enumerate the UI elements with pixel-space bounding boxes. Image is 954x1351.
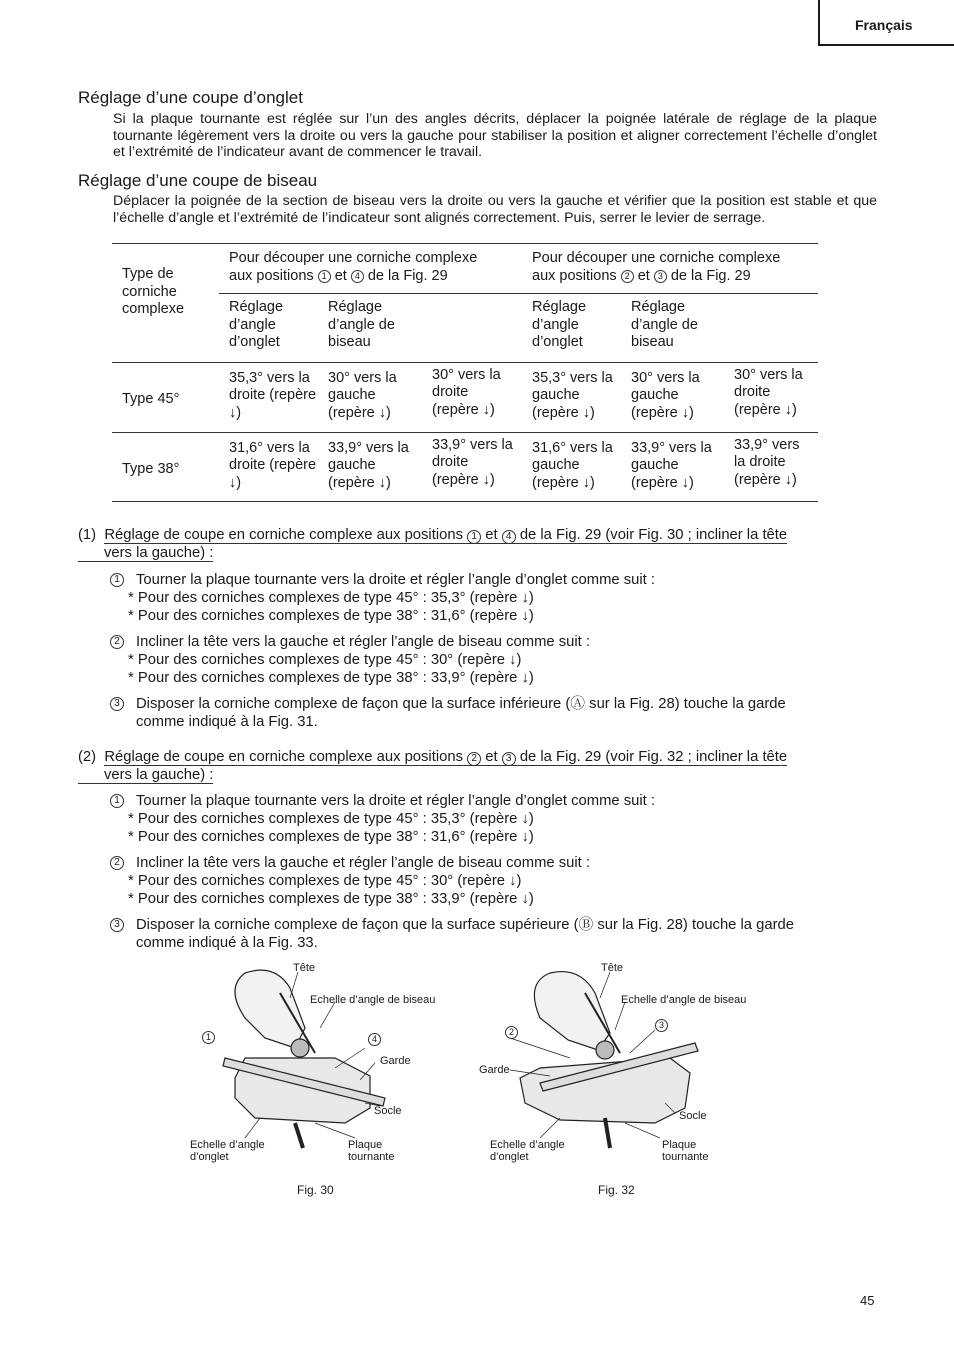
fig32-label-garde: Garde xyxy=(479,1064,510,1076)
fig30-label-socle: Socle xyxy=(374,1105,402,1117)
procedure-1-heading: (1) Réglage de coupe en corniche complexe aux positions 1 et 4 de la Fig. 29 (voir Fig. 30 ; incliner la tête vers la gauche) : xyxy=(78,527,788,561)
miter-section-text: Si la plaque tournante est réglée sur l’un des angles décrits, déplacer la poignée latérale de réglage de la plaque tournante légèrement vers la droite ou vers la gauche pour stabiliser la position et aligner correctement l’échelle d’onglet et l’extrémité de l’indicateur avant de commencer le travail. xyxy=(113,111,877,160)
fig30-label-4: 4 xyxy=(368,1033,381,1046)
fig32-label-miter-scale: Echelle d’angle d’onglet xyxy=(490,1139,565,1163)
language-label: Français xyxy=(855,17,913,33)
procedure-2-step-1: 1 Tourner la plaque tournante vers la droite et régler l’angle d’onglet comme suit : * Pour des corniches complexes de type 45° : 35,3° (repère ↓) * Pour des corniches complexes de type 38° : 31,6° (repère ↓) xyxy=(110,792,878,846)
bevel-section-text: Déplacer la poignée de la section de biseau vers la droite ou vers la gauche et vérifier que la position est stable et que l’échelle d’angle et l’extrémité de l’indicateur sont alignés correctement. Puis, serrer le levier de serrage. xyxy=(113,193,877,226)
type-header: Type de corniche complexe xyxy=(112,244,219,363)
procedure-1-step-1: 1 Tourner la plaque tournante vers la droite et régler l’angle d’onglet comme suit : * Pour des corniches complexes de type 45° : 35,3° (repère ↓) * Pour des corniches complexes de type 38° : 31,6° (repère ↓) xyxy=(110,571,878,625)
fig32-label-socle: Socle xyxy=(679,1110,707,1122)
circle-4: 4 xyxy=(351,270,364,283)
fig30-label-bevel-scale: Echelle d’angle de biseau xyxy=(310,994,436,1006)
miter-section-title: Réglage d’une coupe d’onglet xyxy=(78,88,303,107)
procedure-1-step-3: 3 Disposer la corniche complexe de façon que la surface inférieure (Ⓐ sur la Fig. 28) touche la garde comme indiqué à la Fig. 31. xyxy=(110,695,878,731)
circle-1: 1 xyxy=(318,270,331,283)
fig30-label-tete: Tête xyxy=(293,962,316,974)
circle-2: 2 xyxy=(621,270,634,283)
fig32-caption: Fig. 32 xyxy=(598,1183,635,1197)
procedure-2-heading: (2) Réglage de coupe en corniche complexe aux positions 2 et 3 de la Fig. 29 (voir Fig. 32 ; incliner la tête vers la gauche) : xyxy=(78,749,788,783)
header-positions-2-3: Pour découper une corniche complexe aux positions 2 et 3 de la Fig. 29 xyxy=(532,250,781,284)
miter-subheader-left: Réglage d’angle d’onglet xyxy=(219,294,318,363)
fig32-label-2: 2 xyxy=(505,1026,518,1039)
procedure-1-step-2: 2 Incliner la tête vers la gauche et régler l’angle de biseau comme suit : * Pour des corniches complexes de type 45° : 30° (repère ↓) * Pour des corniches complexes de type 38° : 33,9° (repère ↓) xyxy=(110,633,878,687)
bevel-subheader-left: Réglage d’angle de biseau xyxy=(318,294,422,363)
circle-3: 3 xyxy=(654,270,667,283)
fig32-label-3: 3 xyxy=(655,1019,668,1032)
bevel-subheader-right: Réglage d’angle de biseau xyxy=(621,294,724,363)
procedure-2-step-2: 2 Incliner la tête vers la gauche et régler l’angle de biseau comme suit : * Pour des corniches complexes de type 45° : 30° (repère ↓) * Pour des corniches complexes de type 38° : 33,9° (repère ↓) xyxy=(110,854,878,908)
fig30-label-garde: Garde xyxy=(380,1055,411,1067)
bevel-section-title: Réglage d’une coupe de biseau xyxy=(78,171,318,190)
crown-molding-table xyxy=(112,243,818,502)
fig30-label-plaque: Plaque tournante xyxy=(348,1139,395,1163)
fig30-caption: Fig. 30 xyxy=(297,1183,334,1197)
fig30-label-1: 1 xyxy=(202,1031,215,1044)
miter-subheader-right: Réglage d’angle d’onglet xyxy=(522,294,621,363)
header-positions-1-4: Pour découper une corniche complexe aux positions 1 et 4 de la Fig. 29 xyxy=(229,250,478,284)
fig32-label-tete: Tête xyxy=(601,962,624,974)
fig30-label-miter-scale: Echelle d’angle d’onglet xyxy=(190,1139,265,1163)
fig32-label-bevel-scale: Echelle d’angle de biseau xyxy=(621,994,747,1006)
table-row: Type 38° 31,6° vers la droite (repère ↓) 33,9° vers la gauche (repère ↓) 33,9° vers la droite (repère ↓) 31,6° vers la gauche (repère ↓) 33,9° vers la gauche (repère ↓) 33,9° vers la droite (repère ↓) xyxy=(112,432,818,501)
procedure-2-step-3: 3 Disposer la corniche complexe de façon que la surface supérieure (Ⓑ sur la Fig. 28) touche la garde comme indiqué à la Fig. 33. xyxy=(110,916,878,952)
page-number: 45 xyxy=(860,1293,875,1308)
fig32-label-plaque: Plaque tournante xyxy=(662,1139,709,1163)
language-tab xyxy=(818,0,954,46)
table-row: Type 45° 35,3° vers la droite (repère ↓) 30° vers la gauche (repère ↓) 30° vers la droite (repère ↓) 35,3° vers la gauche (repère ↓) 30° vers la gauche (repère ↓) 30° vers la droite (repère ↓) xyxy=(112,362,818,432)
